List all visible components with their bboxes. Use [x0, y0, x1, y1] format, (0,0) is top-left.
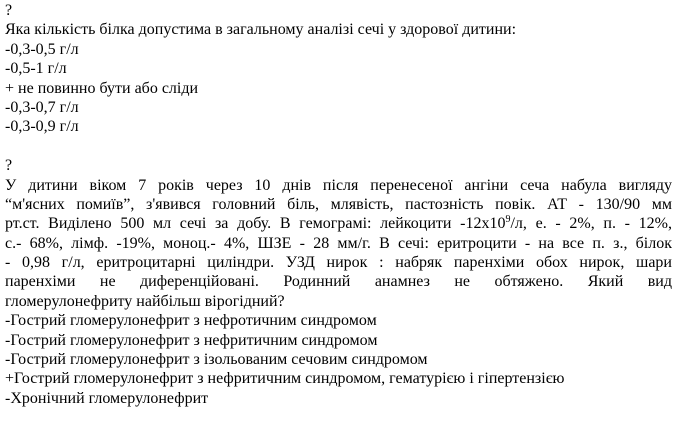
- question-text-line: [5, 214, 672, 233]
- answer-option: -0,5-1 г/л: [5, 60, 67, 78]
- question-text-line: с.- 68%, лімф. -19%, моноц.- 4%, ШЗЕ - 28 мм/г. В сечі: еритроцити - на все п. з., білок: [5, 234, 672, 252]
- answer-option: -Гострий гломерулонефрит з нефротичним синдромом: [5, 312, 377, 330]
- answer-option: -0,3-0,9 г/л: [5, 118, 79, 136]
- question-text-line: паренхіми не диференційовані. Родинний анамнез не обтяжено. Який вид: [5, 273, 672, 291]
- question-text-line: гломерулонефриту найбільш вірогідний?: [5, 292, 285, 310]
- question-text: Яка кількість білка допустима в загальному аналізі сечі у здорової дитини:: [5, 21, 517, 39]
- answer-option: -Гострий гломерулонефрит з нефритичним синдромом: [5, 331, 378, 349]
- document-page: [5, 1, 672, 408]
- text: рт.ст. Виділено 500 мл сечі за добу. В гемограмі: лейкоцити -12х10: [5, 215, 506, 233]
- answer-option: -Гострий гломерулонефрит з ізольованим сечовим синдромом: [5, 351, 428, 369]
- answer-option-correct: + не повинно бути або сліди: [5, 79, 199, 97]
- answer-option-correct: +Гострий гломерулонефрит з нефритичним синдромом, гематурією і гіпертензією: [5, 370, 565, 388]
- answer-option: -Хронічний гломерулонефрит: [5, 389, 209, 407]
- blank-line: [5, 137, 672, 156]
- question-marker: ?: [5, 157, 13, 175]
- answer-option: -0,3-0,5 г/л: [5, 40, 79, 58]
- question-text-line: “м'ясних помиїв”, з'явився головний біль, млявість, пастозність повік. АТ - 130/90 мм: [5, 195, 672, 213]
- superscript: 9: [505, 214, 511, 226]
- question-text-line: У дитини віком 7 років через 10 днів після перенесеної ангіни сеча набула вигляду: [5, 176, 672, 194]
- question-text-line: - 0,98 г/л, еритроцитарні циліндри. УЗД нирок : набряк паренхіми обох нирок, шари: [5, 254, 672, 272]
- answer-option: -0,3-0,7 г/л: [5, 98, 79, 116]
- text: /л, е. - 2%, п. - 12%,: [510, 215, 672, 233]
- question-marker: ?: [5, 2, 13, 19]
